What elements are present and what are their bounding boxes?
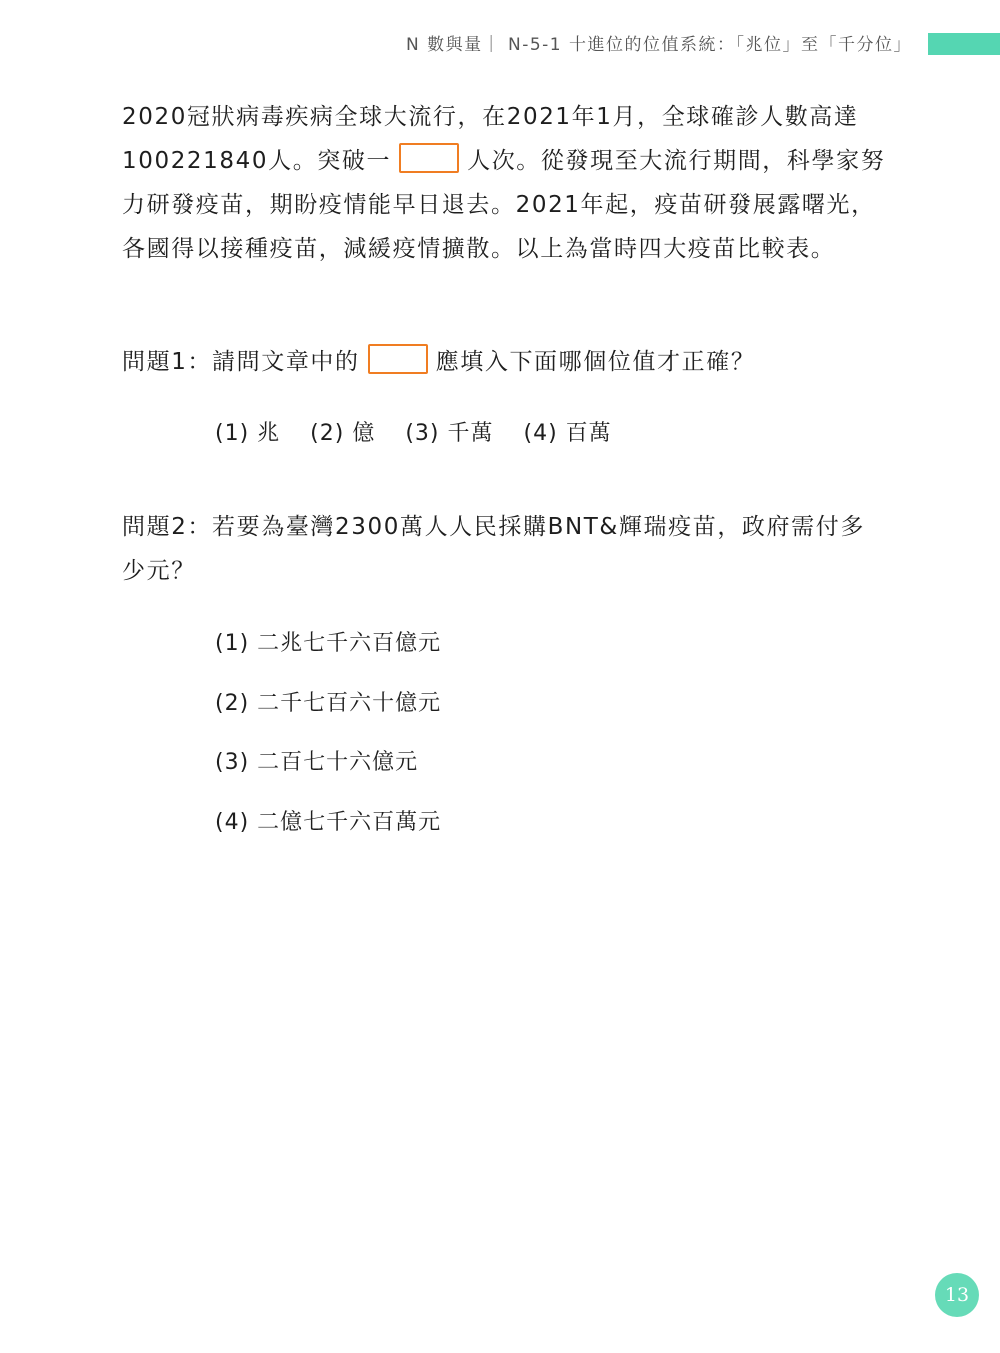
question-2-option-4: (4) 二億七千六百萬元 bbox=[215, 810, 442, 835]
intro-line-2 bbox=[122, 139, 912, 183]
question-1-option-1: (1) 兆 bbox=[215, 421, 281, 446]
question-1-text bbox=[122, 340, 912, 384]
question-1-options bbox=[215, 416, 634, 447]
question-1-before: 問題1：請問文章中的 bbox=[122, 349, 360, 375]
header-accent-bar bbox=[928, 33, 1000, 55]
intro-paragraph bbox=[122, 95, 912, 271]
question-1-option-4: (4) 百萬 bbox=[523, 421, 612, 446]
question-1-after: 應填入下面哪個位值才正確？ bbox=[435, 349, 756, 375]
question-2 bbox=[122, 505, 912, 593]
question-2-line-2: 少元？ bbox=[122, 558, 196, 584]
question-2-option-2: (2) 二千七百六十億元 bbox=[215, 691, 442, 716]
intro-line-1: 2020冠狀病毒疾病全球大流行，在2021年1月，全球確診人數高達 bbox=[122, 104, 859, 130]
answer-blank-box bbox=[399, 143, 459, 173]
intro-line-4: 各國得以接種疫苗，減緩疫情擴散。以上為當時四大疫苗比較表。 bbox=[122, 236, 836, 262]
page-number-badge: 13 bbox=[935, 1273, 979, 1317]
question-1-option-2: (2) 億 bbox=[310, 421, 376, 446]
intro-line-2-after: 人次。從發現至大流行期間，科學家努 bbox=[467, 148, 886, 174]
question-1-blank-box bbox=[368, 344, 428, 374]
question-1-option-3: (3) 千萬 bbox=[405, 421, 494, 446]
header-title: N 數與量｜ N-5-1 十進位的位值系統：「兆位」至「千分位」 bbox=[405, 35, 912, 55]
question-1 bbox=[122, 340, 912, 384]
intro-line-2-before: 100221840人。突破一 bbox=[122, 148, 392, 174]
intro-line-3: 力研發疫苗，期盼疫情能早日退去。2021年起，疫苗研發展露曙光， bbox=[122, 192, 876, 218]
question-2-line-1: 問題2：若要為臺灣2300萬人人民採購BNT&輝瑞疫苗，政府需付多 bbox=[122, 514, 865, 540]
question-2-option-3: (3) 二百七十六億元 bbox=[215, 750, 419, 775]
question-2-option-1: (1) 二兆七千六百億元 bbox=[215, 631, 442, 656]
